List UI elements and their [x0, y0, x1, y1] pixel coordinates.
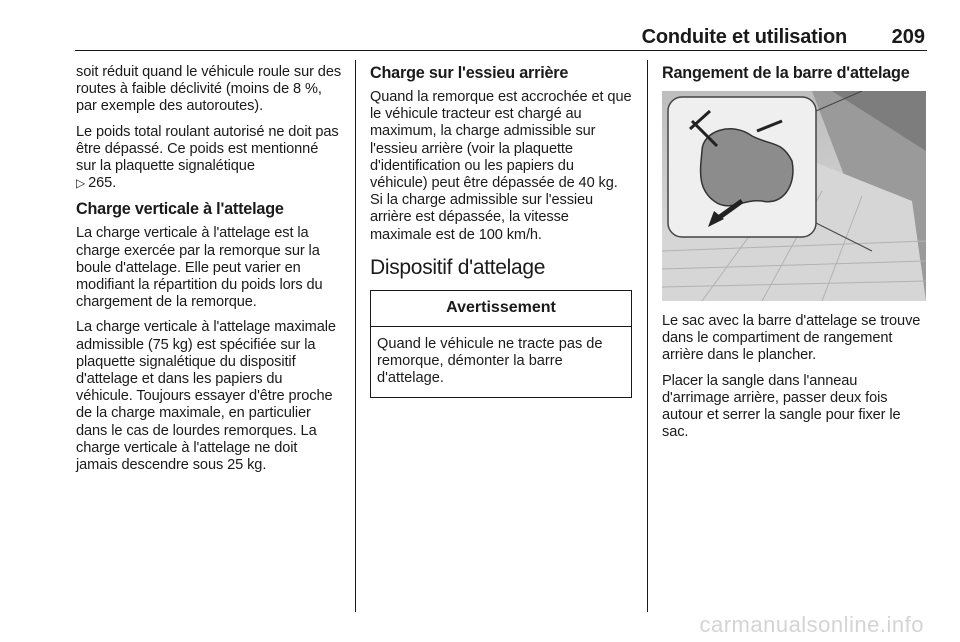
- column-left: [76, 64, 342, 482]
- column-divider-2: [647, 60, 648, 612]
- page-reference-arrow-icon: ▷: [76, 176, 86, 191]
- section-title: Conduite et utilisation: [641, 26, 847, 48]
- warning-box: [370, 290, 632, 399]
- page-reference-link[interactable]: 265.: [88, 175, 117, 192]
- column-divider-1: [355, 60, 356, 612]
- paragraph: La charge verticale à l'attelage est la charge exercée par la remorque sur la boule d'attelage. Elle peut varier en modifiant la répartition du poids lors du chargement de la remorque.: [76, 225, 323, 311]
- paragraph: La charge verticale à l'attelage maximale admissible (75 kg) est spécifiée sur la plaquette signalétique du dispositif d'attelage et dans les papiers du véhicule. Toujours essayer d'être proche de la charge maximale, en particulier dans le cas de lourdes remorques. La charge verticale à l'attelage ne doit jamais descendre sous 25 kg.: [76, 319, 336, 474]
- column-middle: [370, 64, 632, 398]
- paragraph: soit réduit quand le véhicule roule sur des routes à faible déclivité (moins de 8 %, par exemple des autoroutes).: [76, 64, 342, 115]
- paragraph: Le sac avec la barre d'attelage se trouve dans le compartiment de rangement arrière dans le plancher.: [662, 313, 921, 364]
- column-right: [662, 64, 926, 449]
- page-header: [75, 26, 927, 51]
- heading-tongue-load: Charge verticale à l'attelage: [76, 200, 284, 219]
- page-number: 209: [891, 26, 925, 48]
- paragraph-text: Le poids total roulant autorisé ne doit pas être dépassé. Ce poids est mentionné sur la plaquette signalétique: [76, 123, 339, 175]
- trunk-storage-illustration: [662, 91, 926, 301]
- warning-title: Avertissement: [371, 291, 631, 327]
- paragraph: Quand la remorque est accrochée et que le véhicule tracteur est chargé au maximum, la charge admissible sur l'essieu arrière (voir la plaquette d'identification ou les papiers du véhicule) peut être dépassée de 40 kg. Si la charge admissible sur l'essieu arrière est dépassée, la vitesse maximale est de 100 km/h.: [370, 89, 632, 243]
- heading-towing-equipment: Dispositif d'attelage: [370, 255, 546, 279]
- heading-rear-axle-load: Charge sur l'essieu arrière: [370, 64, 569, 82]
- heading-storage: Rangement de la barre d'attelage: [662, 64, 910, 82]
- warning-body: Quand le véhicule ne tracte pas de remorque, démonter la barre d'attelage.: [377, 335, 603, 387]
- paragraph-with-reference: [76, 124, 342, 193]
- watermark: carmanualsonline.info: [699, 612, 924, 637]
- paragraph: Placer la sangle dans l'anneau d'arrimage arrière, passer deux fois autour et serrer la sangle pour fixer le sac.: [662, 372, 901, 441]
